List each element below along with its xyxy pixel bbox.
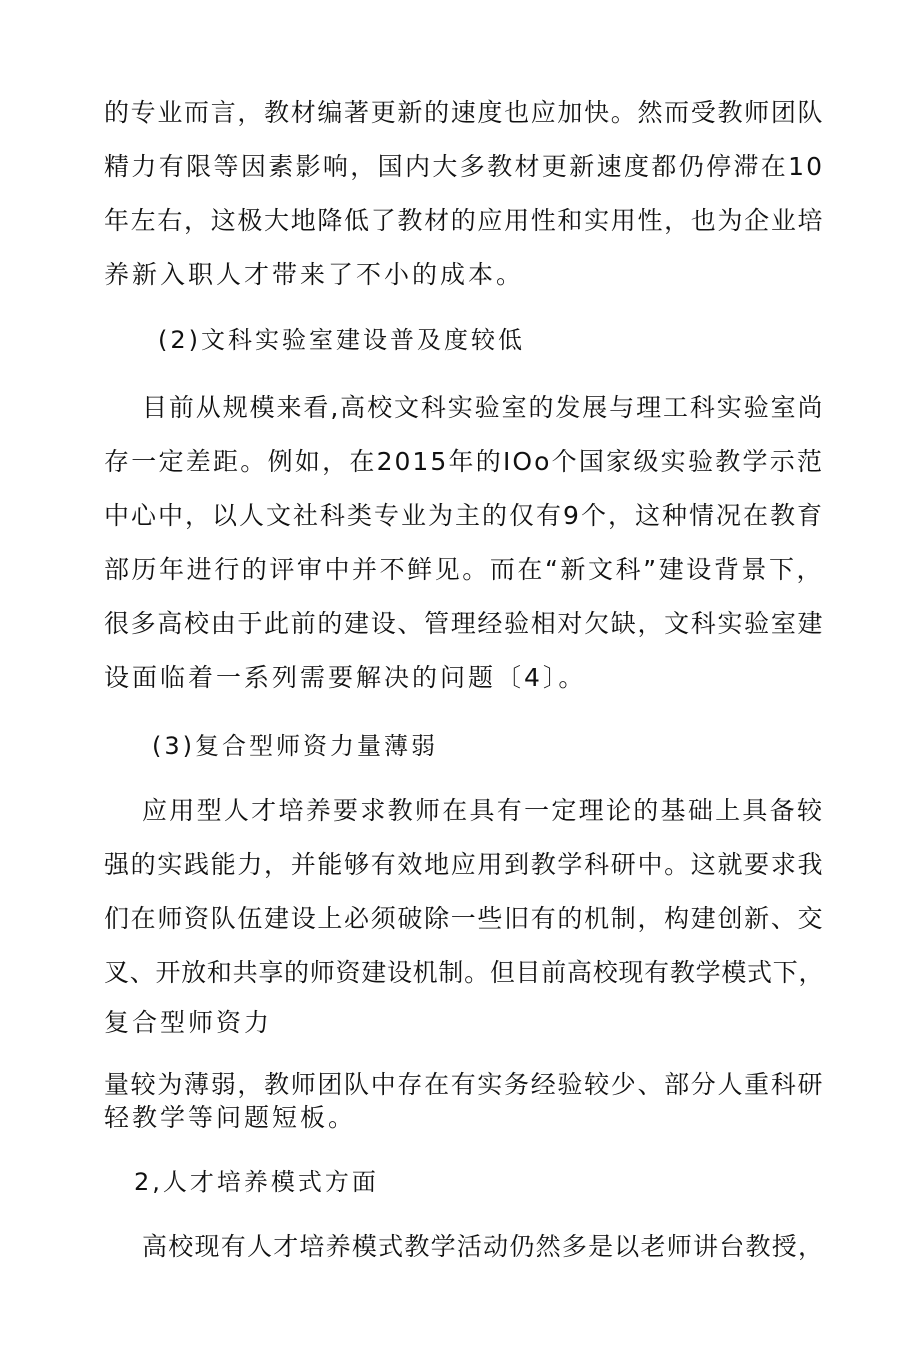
paragraph-2-line-1: 目前从规模来看,高校文科实验室的发展与理工科实验室尚	[142, 393, 824, 422]
paragraph-2-line-4: 部历年进行的评审中并不鲜见。而在“新文科”建设背景下，	[104, 555, 824, 584]
paragraph-1-line-1: 的专业而言，教材编著更新的速度也应加快。然而受教师团队	[104, 98, 824, 127]
paragraph-2-line-5: 很多高校由于此前的建设、管理经验相对欠缺，文科实验室建	[104, 609, 824, 638]
paragraph-3-line-1: 应用型人才培养要求教师在具有一定理论的基础上具备较	[142, 796, 824, 825]
paragraph-5-line-1: 高校现有人才培养模式教学活动仍然多是以老师讲台教授，	[142, 1232, 824, 1261]
paragraph-3-line-4: 叉、开放和共享的师资建设机制。但目前高校现有教学模式下，	[104, 958, 824, 987]
paragraph-2-line-3: 中心中，以人文社科类专业为主的仅有9个，这种情况在教育	[104, 501, 824, 530]
section-heading-2: (2)文科实验室建设普及度较低	[158, 326, 525, 354]
paragraph-1-line-4: 养新入职人才带来了不小的成本。	[104, 260, 525, 289]
section-heading-3: (3)复合型师资力量薄弱	[152, 732, 438, 760]
paragraph-3-line-2: 强的实践能力，并能够有效地应用到教学科研中。这就要求我	[104, 850, 824, 879]
paragraph-1-line-2: 精力有限等因素影响，国内大多教材更新速度都仍停滞在10	[104, 152, 824, 181]
paragraph-3-line-3: 们在师资队伍建设上必须破除一些旧有的机制，构建创新、交	[104, 904, 824, 933]
paragraph-3-line-5: 复合型师资力	[104, 1008, 273, 1037]
paragraph-1-line-3: 年左右，这极大地降低了教材的应用性和实用性，也为企业培	[104, 206, 824, 235]
section-heading-talent-model: 2,人才培养模式方面	[134, 1168, 379, 1196]
paragraph-4-line-1: 量较为薄弱，教师团队中存在有实务经验较少、部分人重科研	[104, 1070, 824, 1099]
paragraph-2-line-6: 设面临着一系列需要解决的问题〔4〕。	[104, 663, 587, 692]
paragraph-4-line-2: 轻教学等问题短板。	[104, 1103, 357, 1132]
paragraph-2-line-2: 存一定差距。例如，在2015年的IOo个国家级实验教学示范	[104, 447, 824, 476]
